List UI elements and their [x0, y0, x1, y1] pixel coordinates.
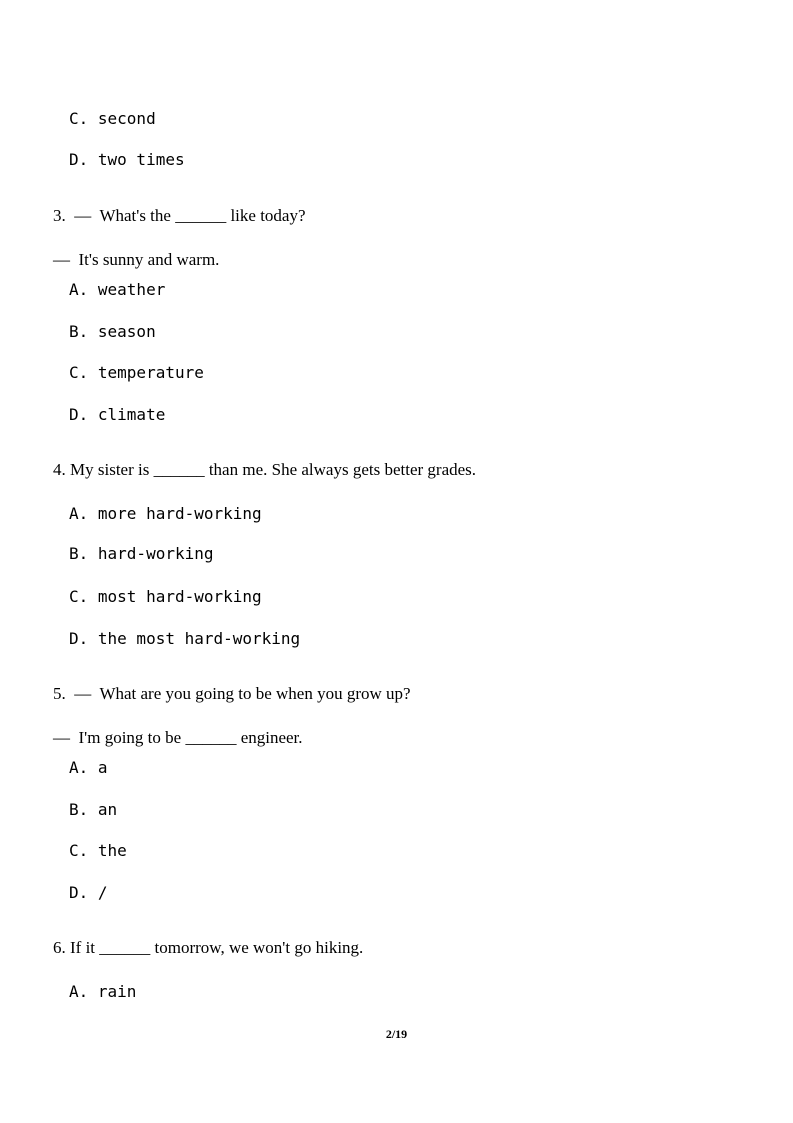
option-6a: A. rain [69, 982, 137, 1001]
option-3b: B. season [69, 322, 156, 341]
option-5c: C. the [69, 841, 127, 860]
question-4-stem: 4. My sister is ______ than me. She always gets better grades. [53, 460, 477, 479]
option-4a: A. more hard-working [69, 504, 262, 523]
question-6-stem: 6. If it ______ tomorrow, we won't go hiking. [53, 938, 364, 957]
option-3d: D. climate [69, 405, 166, 424]
option-4c: C. most hard-working [69, 587, 262, 606]
option-2c: C. second [69, 109, 156, 128]
option-5a: A. a [69, 758, 108, 777]
option-2d: D. two times [69, 150, 185, 169]
option-4b: B. hard-working [69, 544, 214, 563]
option-5b: B. an [69, 800, 118, 819]
question-5-stem: 5. — What are you going to be when you grow up? [53, 684, 411, 703]
question-3-stem: 3. — What's the ______ like today? [53, 206, 306, 225]
question-3-response: — It's sunny and warm. [53, 250, 220, 269]
option-5d: D. / [69, 883, 108, 902]
option-3c: C. temperature [69, 363, 204, 382]
page-number: 2/19 [385, 1027, 408, 1041]
question-5-response: — I'm going to be ______ engineer. [53, 728, 303, 747]
option-3a: A. weather [69, 280, 166, 299]
option-4d: D. the most hard-working [69, 629, 301, 648]
